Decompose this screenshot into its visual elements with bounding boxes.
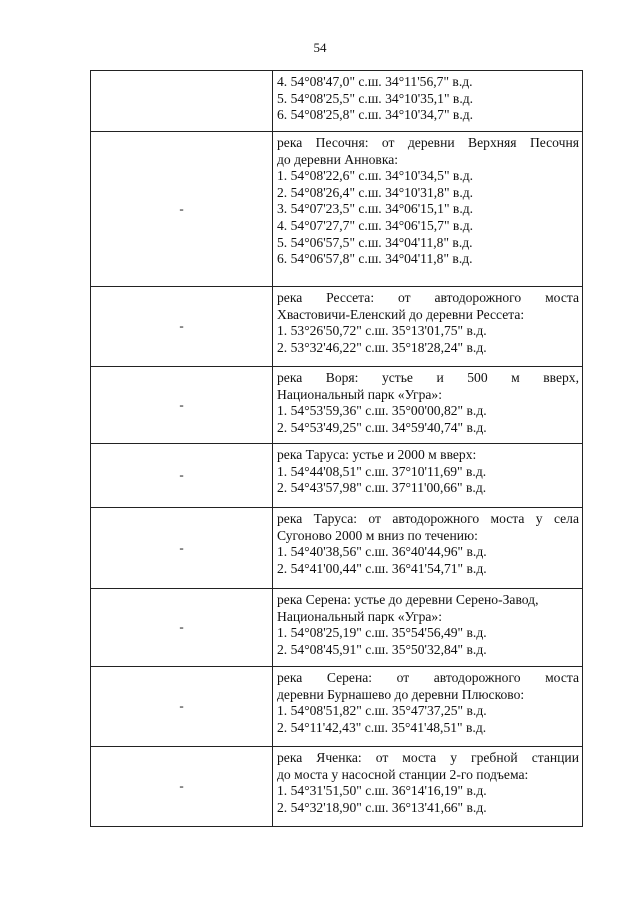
text-line: 1. 54°31'51,50" с.ш. 36°14'16,19" в.д. — [277, 783, 487, 799]
row-marker: - — [91, 444, 273, 508]
text-line: 2. 54°41'00,44" с.ш. 36°41'54,71" в.д. — [277, 560, 487, 576]
text-line: 1. 54°53'59,36" с.ш. 35°00'00,82" в.д. — [277, 403, 487, 419]
text-line: река Рессета: от автодорожного моста — [277, 290, 579, 305]
text-line: Сугоново 2000 м вниз по течению: — [277, 527, 478, 543]
row-description — [273, 747, 583, 827]
table-row — [91, 71, 583, 132]
text-line: река Таруса: от автодорожного моста у села — [277, 511, 579, 526]
text-line: река Серена: устье до деревни Серено-Завод, — [277, 592, 539, 607]
text-line: 4. 54°07'27,7" с.ш. 34°06'15,7" в.д. — [277, 217, 474, 233]
text-line: до моста у насосной станции 2-го подъема: — [277, 766, 529, 782]
row-description — [273, 444, 583, 508]
table-row — [91, 132, 583, 287]
row-description — [273, 367, 583, 444]
text-line: 1. 54°08'25,19" с.ш. 35°54'56,49" в.д. — [277, 625, 487, 641]
table-row — [91, 444, 583, 508]
row-description — [273, 287, 583, 367]
row-description — [273, 132, 583, 287]
row-description — [273, 71, 583, 132]
row-marker — [91, 71, 273, 132]
table-row — [91, 589, 583, 667]
row-marker: - — [91, 132, 273, 287]
row-description — [273, 508, 583, 589]
text-line: река Яченка: от моста у гребной станции — [277, 750, 579, 765]
text-line: Хвастовичи-Еленский до деревни Рессета: — [277, 306, 525, 322]
text-line: 3. 54°07'23,5" с.ш. 34°06'15,1" в.д. — [277, 201, 474, 217]
table-row — [91, 667, 583, 747]
row-marker: - — [91, 589, 273, 667]
text-line: 2. 54°43'57,98" с.ш. 37°11'00,66" в.д. — [277, 480, 487, 496]
row-marker: - — [91, 508, 273, 589]
row-marker: - — [91, 667, 273, 747]
row-description — [273, 667, 583, 747]
text-line: река Песочня: от деревни Верхняя Песочня — [277, 135, 579, 150]
table-row — [91, 287, 583, 367]
text-line: 1. 54°08'51,82" с.ш. 35°47'37,25" в.д. — [277, 703, 487, 719]
text-line: деревни Бурнашево до деревни Плюсково: — [277, 686, 525, 702]
page-number: 54 — [313, 40, 327, 55]
row-description — [273, 589, 583, 667]
row-marker: - — [91, 747, 273, 827]
table-row — [91, 367, 583, 444]
text-line: 1. 54°08'22,6" с.ш. 34°10'34,5" в.д. — [277, 168, 474, 184]
text-line: до деревни Анновка: — [277, 151, 399, 167]
text-line: Национальный парк «Угра»: — [277, 608, 443, 624]
table-row — [91, 508, 583, 589]
text-line: река Серена: от автодорожного моста — [277, 670, 579, 685]
table-row — [91, 747, 583, 827]
text-line: 5. 54°06'57,5" с.ш. 34°04'11,8" в.д. — [277, 234, 473, 250]
text-line: 6. 54°06'57,8" с.ш. 34°04'11,8" в.д. — [277, 251, 473, 267]
text-line: 2. 54°53'49,25" с.ш. 34°59'40,74" в.д. — [277, 419, 487, 435]
text-line: 1. 54°40'38,56" с.ш. 36°40'44,96" в.д. — [277, 544, 487, 560]
text-line: 5. 54°08'25,5" с.ш. 34°10'35,1" в.д. — [277, 90, 474, 106]
row-marker: - — [91, 287, 273, 367]
coordinates-table — [90, 70, 583, 827]
text-line: 2. 53°32'46,22" с.ш. 35°18'28,24" в.д. — [277, 339, 487, 355]
text-line: 2. 54°11'42,43" с.ш. 35°41'48,51" в.д. — [277, 719, 487, 735]
text-line: 1. 53°26'50,72" с.ш. 35°13'01,75" в.д. — [277, 323, 487, 339]
text-line: 1. 54°44'08,51" с.ш. 37°10'11,69" в.д. — [277, 463, 487, 479]
text-line: Национальный парк «Угра»: — [277, 386, 443, 402]
text-line: 2. 54°32'18,90" с.ш. 36°13'41,66" в.д. — [277, 799, 487, 815]
text-line: 2. 54°08'26,4" с.ш. 34°10'31,8" в.д. — [277, 184, 474, 200]
text-line: 2. 54°08'45,91" с.ш. 35°50'32,84" в.д. — [277, 641, 487, 657]
text-line: 4. 54°08'47,0" с.ш. 34°11'56,7" в.д. — [277, 74, 473, 89]
text-line: река Таруса: устье и 2000 м вверх: — [277, 447, 477, 462]
row-marker: - — [91, 367, 273, 444]
text-line: река Воря: устье и 500 м вверх, — [277, 370, 579, 385]
text-line: 6. 54°08'25,8" с.ш. 34°10'34,7" в.д. — [277, 107, 474, 123]
